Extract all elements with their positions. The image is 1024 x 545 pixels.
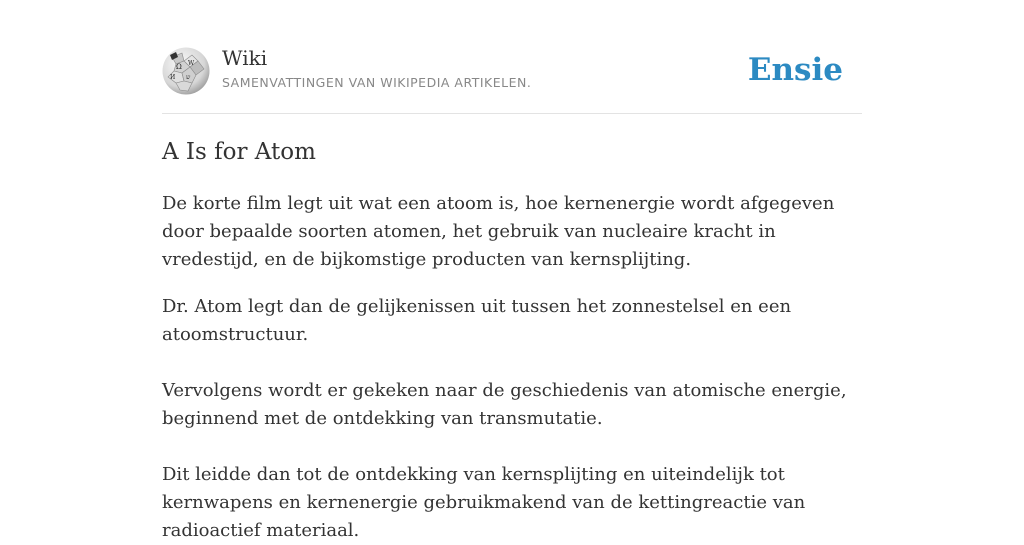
article-title: A Is for Atom (162, 139, 316, 165)
site-title[interactable]: Wiki (222, 46, 268, 70)
article-paragraph: Dit leidde dan tot de ontdekking van kernsplijting en uiteindelijk tot kernwapens en kernenergie gebruikmakend van de kettingreactie van radioactief materiaal. (162, 464, 806, 541)
article-paragraph: Dr. Atom legt dan de gelijkenissen uit tussen het zonnestelsel en een atoomstructuur. (162, 296, 792, 345)
brand-logo[interactable]: Ensie (747, 52, 843, 88)
article-lines (162, 293, 862, 545)
article-body (162, 190, 862, 545)
site-tagline: SAMENVATTINGEN VAN WIKIPEDIA ARTIKELEN. (222, 75, 532, 90)
svg-text:ש: ש (186, 74, 191, 81)
svg-text:Ω: Ω (176, 63, 182, 71)
article-paragraph: Vervolgens wordt er gekeken naar de geschiedenis van atomische energie, beginnend met de ontdekking van transmutatie. (162, 380, 847, 429)
svg-text:И: И (170, 74, 176, 81)
article-paragraph: De korte film legt uit wat een atoom is, hoe kernenergie wordt afgegeven door bepaalde soorten atomen, het gebruik van nucleaire kracht in vredestijd, en de bijkomstige producten van kernsplijting. (162, 193, 835, 270)
wikipedia-globe-icon[interactable] (162, 47, 210, 95)
site-header (162, 0, 862, 114)
page-container (162, 0, 862, 541)
svg-text:W: W (188, 60, 195, 67)
